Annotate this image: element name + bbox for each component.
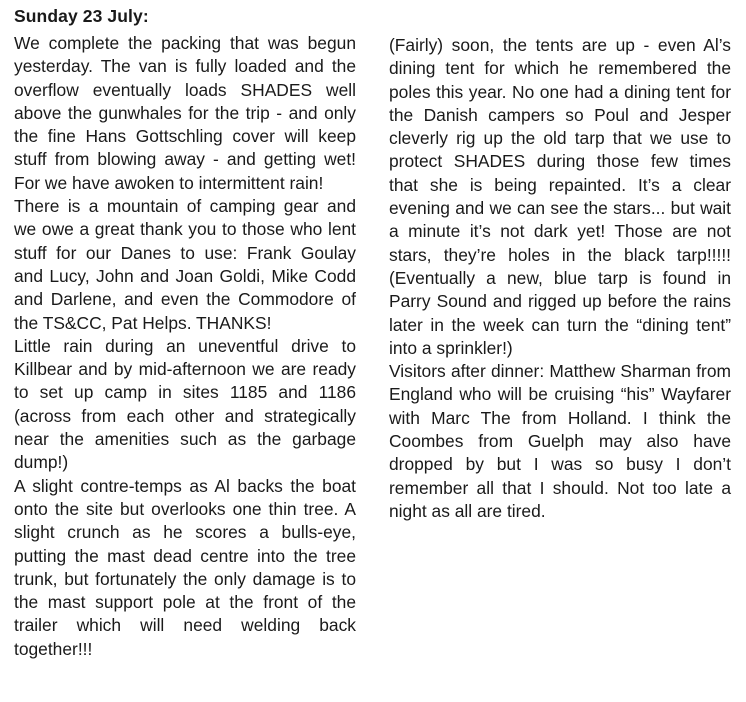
paragraph-drive: Little rain during an uneventful drive to Killbear and by mid-afternoon we are ready to set up camp in sites 1185 and 1186 (across from each other and strategically near the amenities such as the garbage dump!)	[14, 335, 356, 473]
paragraph-visitors: Visitors after dinner: Matthew Sharman from England who will be cruising “his” Wayfarer with Marc The from Holland. I think the Coombes from Guelph may also have dropped by but I was so busy I don’t remember all that I should. Not too late a night as all are tired.	[389, 361, 731, 521]
paragraph-packing: We complete the packing that was begun yesterday. The van is fully loaded and the overflow eventually loads SHADES well above the gunwhales for the trip - and only the fine Hans Gottschling cover will keep stuff from blowing away - and getting wet! For we have awoken to intermittent rain!	[14, 33, 356, 193]
left-column	[14, 32, 356, 661]
paragraph-camping-gear: There is a mountain of camping gear and we owe a great thank you to those who lent stuff for our Danes to use: Frank Goulay and Lucy, John and Joan Goldi, Mike Codd and Darlene, and even the Commodore of the TS&CC, Pat Helps. THANKS!	[14, 196, 356, 333]
entry-heading: Sunday 23 July:	[14, 6, 149, 26]
right-column	[389, 34, 731, 523]
paragraph-tents: (Fairly) soon, the tents are up - even Al’s dining tent for which he remembered the poles this year. No one had a dining tent for the Danish campers so Poul and Jesper cleverly rig up the old tarp that we use to protect SHADES during those few times that she is being repainted. It’s a clear evening and we can see the stars... but wait a minute it’s not dark yet! Those are not stars, they’re holes in the black tarp!!!!! (Eventually a new, blue tarp is found in Parry Sound and rigged up before the rains later in the week can turn the “dining tent” into a sprinkler!)	[389, 35, 731, 358]
paragraph-contretemps: A slight contre-temps as Al backs the boat onto the site but overlooks one thin tree. A slight crunch as he scores a bulls-eye, putting the mast dead centre into the tree trunk, but fortunately the only damage is to the mast support pole at the front of the trailer which will need welding back together!!!	[14, 475, 356, 659]
